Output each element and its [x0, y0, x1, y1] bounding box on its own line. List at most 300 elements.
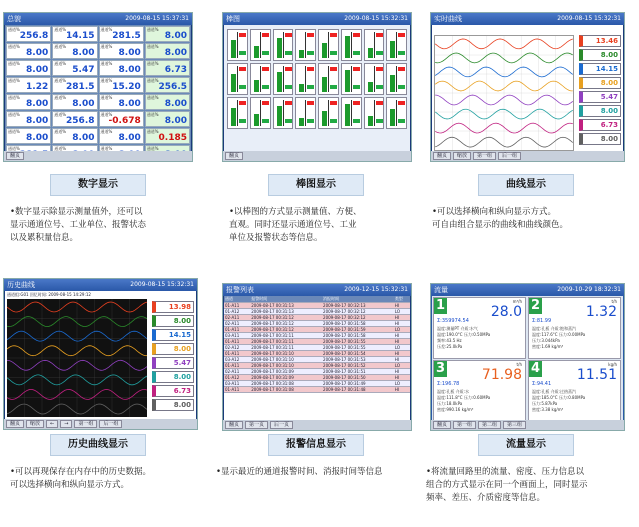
alarm-cell: 2009-08-17 00:31:48 [322, 387, 394, 393]
flow-info-line: 温度:孔板 介质:水 [437, 389, 469, 394]
curve-value: 8.00 [152, 371, 194, 383]
flow-quadrant [433, 360, 526, 422]
alarm-cell: 2009-08-17 00:31:53 [322, 357, 394, 363]
cell-value: 8.00 [72, 48, 95, 58]
alarm-low-tag [285, 51, 292, 55]
alarm-high-tag [330, 101, 337, 105]
curve-value: 8.00 [152, 399, 194, 411]
cell-value: 256.8 [66, 116, 95, 126]
history-curve-chart [7, 299, 147, 417]
bar-scale [260, 32, 261, 58]
alarm-cell: HI [394, 333, 410, 339]
cell-label: 通道% [8, 146, 20, 151]
caption-curve: 曲线显示 [478, 174, 574, 196]
caption-bar: 棒图显示 [268, 174, 364, 196]
bar-fill [231, 74, 236, 92]
cell-label: 通道% [100, 146, 113, 151]
desc-line: 频率、差压、介质密度等信息。 [426, 493, 546, 503]
bar-fill [345, 36, 350, 58]
bar-fill [345, 104, 350, 126]
alarm-cell: 2009-08-17 00:31:55 [322, 339, 394, 345]
bar-display-screen [222, 12, 412, 162]
bar-fill [390, 41, 395, 58]
alarm-low-tag [239, 51, 246, 55]
flow-info-line: 温度:190.0°C 压力:0.50MPa [437, 332, 491, 337]
flow-number: 2 [530, 298, 541, 313]
cell-label: 通道% [54, 27, 67, 32]
zoom-button[interactable]: 缩放 [26, 420, 44, 428]
cell-label: 通道% [100, 112, 113, 117]
curve-value: 5.47 [579, 91, 621, 103]
alarm-low-tag [376, 51, 383, 55]
cell-label: 通道% [54, 61, 67, 66]
curve-value: 14.15 [579, 63, 621, 75]
alarm-cell: HI [394, 339, 410, 345]
flow-info-line: 温度:测量PT 介质:水气 [437, 326, 478, 331]
bar-fill [254, 80, 259, 92]
desc-bar [229, 206, 362, 245]
alarm-cell: HI [394, 387, 410, 393]
cell-value: 1.22 [26, 82, 49, 92]
alarm-cell: 03-A11 [224, 333, 250, 339]
alarm-cell: 2009-08-17 00:31:12 [250, 315, 322, 321]
desc-line: 可以选择横向和纵向显示方式。 [10, 480, 130, 490]
alarm-low-tag [239, 85, 246, 89]
alarm-low-tag [262, 51, 269, 55]
cell-value: 8.00 [164, 31, 187, 41]
alarm-high-tag [285, 33, 292, 37]
numeric-cell [145, 128, 190, 144]
alarm-high-tag [262, 101, 269, 105]
bar-scale [351, 32, 352, 58]
curve-value: 8.00 [579, 133, 621, 145]
alarm-high-tag [307, 67, 314, 71]
bar-cell [295, 97, 316, 129]
cell-label: 通道% [146, 129, 159, 134]
page-button[interactable]: 翻页 [225, 152, 243, 160]
bar-scale [237, 66, 238, 92]
curve-value: 6.73 [152, 385, 194, 397]
caption-flow: 流量显示 [478, 434, 574, 456]
bar-cell [318, 97, 339, 129]
bar-cell [364, 97, 385, 129]
numeric-cell [145, 111, 190, 127]
alarm-cell: HI [394, 315, 410, 321]
alarm-cell: 2009-08-17 00:31:50 [322, 375, 394, 381]
alarm-cell: 01-A11 [224, 339, 250, 345]
flow-value: 11.51 [576, 367, 617, 383]
alarm-header-cell: 通道 [224, 296, 250, 303]
left-arrow-button[interactable]: ← [46, 420, 58, 428]
curve-value: 8.00 [579, 49, 621, 61]
numeric-cell [145, 26, 190, 42]
flow-value: 1.32 [585, 304, 617, 320]
alarm-cell: 03-A11 [224, 381, 250, 387]
screen-title: 棒图 [226, 15, 240, 23]
caption-alarm: 报警信息显示 [268, 434, 364, 456]
flow-info-line: 密度:990.16 kg/m³ [437, 407, 474, 412]
cell-label: 通道% [54, 95, 67, 100]
desc-numeric [10, 206, 146, 245]
alarm-cell: 01-A11 [224, 351, 250, 357]
flow-info-line: 频率:43.5 Hz [437, 338, 462, 343]
alarm-row[interactable] [224, 387, 410, 393]
bar-scale [237, 32, 238, 58]
alarm-high-tag [376, 67, 383, 71]
bar-fill [345, 70, 350, 92]
cell-label: 通道% [8, 27, 20, 32]
cell-value: 8.00 [118, 65, 141, 75]
bar-cell [364, 63, 385, 95]
numeric-cell [99, 77, 144, 93]
bar-fill [277, 38, 282, 58]
flow-info-line: 压力:18.0kPa [437, 401, 463, 406]
bar-fill [299, 84, 304, 92]
curve-value: 6.73 [579, 119, 621, 131]
flow-info [437, 389, 490, 413]
alarm-cell: 02-A11 [224, 315, 250, 321]
alarm-cell: 01-A11 [224, 327, 250, 333]
alarm-cell: 2009-08-17 00:31:10 [250, 351, 322, 357]
screen-title: 报警列表 [226, 286, 254, 294]
desc-alarm [216, 466, 383, 479]
flow-total: Σ:359974.54 [437, 318, 469, 324]
right-arrow-button[interactable]: → [60, 420, 72, 428]
bar-fill [231, 40, 236, 58]
first-page-button[interactable]: 第一页 [245, 421, 268, 429]
desc-line: 单位及报警状态等信息。 [229, 233, 323, 243]
alarm-cell: HI [394, 351, 410, 357]
bar-fill [322, 77, 327, 92]
alarm-high-tag [262, 33, 269, 37]
caption-history: 历史曲线显示 [50, 434, 146, 456]
alarm-high-tag [376, 33, 383, 37]
cell-value: 8.00 [72, 133, 95, 143]
alarm-cell: 2009-08-17 00:31:55 [322, 345, 394, 351]
cell-label: 通道% [100, 44, 113, 49]
desc-line: •可以选择横向和纵向显示方式。 [432, 207, 557, 217]
bar-scale [351, 66, 352, 92]
bar-fill [368, 48, 373, 58]
cell-value: 281.5 [112, 31, 141, 41]
flow-grid [432, 296, 623, 420]
desc-line: •数字显示除显示测量值外，还可以 [10, 207, 143, 217]
alarm-high-tag [353, 33, 360, 37]
cell-value: 8.00 [118, 48, 141, 58]
flow-info-line: 温度:185.0°C 压力:0.80MPa [532, 395, 586, 400]
alarm-cell: 2009-08-17 00:31:11 [250, 345, 322, 351]
alarm-cell: 2009-08-17 00:31:11 [250, 333, 322, 339]
history-curve-screen [3, 278, 198, 430]
bar-cell [227, 97, 248, 129]
curve-display-screen [430, 12, 625, 162]
numeric-cell [145, 77, 190, 93]
caption-numeric: 数字显示 [50, 174, 146, 196]
flow-unit: t/h [611, 299, 617, 304]
cell-label: 通道% [54, 44, 67, 49]
curve-value: 14.15 [152, 329, 194, 341]
screen-title: 历史曲线 [7, 281, 35, 289]
numeric-cell [6, 111, 51, 127]
alarm-cell: 2009-08-17 00:31:10 [250, 363, 322, 369]
bar-fill [368, 82, 373, 92]
alarm-low-tag [353, 85, 360, 89]
bar-scale [283, 100, 284, 126]
cell-value: 8.00 [164, 116, 187, 126]
numeric-cell [52, 111, 97, 127]
alarm-cell: LO [394, 381, 410, 387]
numeric-cell [6, 94, 51, 110]
alarm-low-tag [398, 119, 405, 123]
screen-time: 2009-08-15 15:32:31 [557, 15, 621, 22]
page-button[interactable]: 翻页 [6, 420, 24, 428]
alarm-low-tag [262, 85, 269, 89]
alarm-high-tag [262, 67, 269, 71]
bar-scale [374, 66, 375, 92]
bar-scale [283, 66, 284, 92]
flow-info-line: 压差:25.0kPa [437, 344, 463, 349]
bar-cell [364, 29, 385, 61]
alarm-low-tag [330, 119, 337, 123]
cell-label: 通道% [8, 44, 20, 49]
flow-unit: kg/h [608, 362, 617, 367]
flow-quadrant [528, 360, 621, 422]
alarm-low-tag [307, 51, 314, 55]
bar-cell [341, 29, 362, 61]
screen-title: 实时曲线 [434, 15, 462, 23]
first-group-button[interactable]: 第一组 [74, 420, 97, 428]
numeric-cell [99, 60, 144, 76]
bar-fill [277, 106, 282, 126]
flow-info [532, 326, 585, 350]
desc-line: 组合的方式显示在同一个画面上，同时显示 [426, 480, 588, 490]
alarm-low-tag [376, 119, 383, 123]
screen-time: 2009-12-15 15:32:31 [344, 286, 408, 293]
bar-fill [231, 108, 236, 126]
flow-number: 1 [435, 298, 446, 313]
numeric-cell [6, 26, 51, 42]
alarm-high-tag [398, 33, 405, 37]
bar-scale [396, 66, 397, 92]
numeric-cell [6, 128, 51, 144]
next-page-button[interactable]: 后一页 [270, 421, 293, 429]
alarm-cell: 2009-08-17 00:31:09 [250, 375, 322, 381]
alarm-cell: 03-A12 [224, 357, 250, 363]
group1-button[interactable]: 第一组 [453, 421, 476, 429]
alarm-cell: LO [394, 345, 410, 351]
zoom-button[interactable]: 缩放 [453, 152, 471, 160]
history-value-list [152, 301, 194, 417]
first-group-button[interactable]: 第一组 [473, 152, 496, 160]
cell-label: 通道% [100, 78, 113, 83]
cell-value: 8.00 [26, 48, 49, 58]
alarm-cell: 02-A11 [224, 321, 250, 327]
screen-time: 2009-10-29 18:32:31 [557, 286, 621, 293]
curve-value-list [579, 35, 621, 151]
bar-cell [273, 29, 294, 61]
bar-cell [250, 29, 271, 61]
flow-total: Σ:196.78 [437, 381, 460, 387]
screen-time: 2009-08-15 15:32:31 [130, 281, 194, 288]
alarm-high-tag [398, 101, 405, 105]
bar-fill [299, 50, 304, 58]
numeric-cell [99, 128, 144, 144]
numeric-grid [5, 25, 191, 162]
cell-label: 通道% [54, 78, 67, 83]
numeric-cell [52, 26, 97, 42]
desc-line: •以棒图的方式显示测量值、方便、 [229, 207, 362, 217]
alarm-high-tag [239, 33, 246, 37]
alarm-cell: 2009-08-17 00:31:49 [322, 381, 394, 387]
next-group-button[interactable]: 后一组 [99, 420, 122, 428]
numeric-cell [52, 128, 97, 144]
curve-value: 13.46 [579, 35, 621, 47]
alarm-cell: 2009-08-17 00:31:09 [250, 369, 322, 375]
desc-line: •显示最近的通道报警时间、消报时间等信息 [216, 467, 383, 477]
page-button[interactable]: 翻页 [433, 421, 451, 429]
bar-scale [305, 32, 306, 58]
alarm-cell: 01-A12 [224, 309, 250, 315]
next-group-button[interactable]: 后一组 [498, 152, 521, 160]
alarm-cell: LO [394, 327, 410, 333]
numeric-cell [99, 26, 144, 42]
page-button[interactable]: 翻页 [6, 152, 24, 160]
numeric-cell [6, 77, 51, 93]
bar-fill [299, 118, 304, 126]
flow-info-line: 密度:3.38 kg/m³ [532, 407, 564, 412]
alarm-high-tag [330, 33, 337, 37]
bar-cell [295, 29, 316, 61]
alarm-cell: 01-A11 [224, 387, 250, 393]
alarm-cell: HI [394, 357, 410, 363]
cell-value: 8.00 [164, 48, 187, 58]
alarm-cell: 2009-08-17 00:32:12 [322, 309, 394, 315]
bar-scale [305, 100, 306, 126]
bar-cell [341, 63, 362, 95]
bar-cell [295, 63, 316, 95]
cell-value: 8.00 [26, 99, 49, 109]
screen-title: 总貌 [7, 15, 21, 23]
alarm-cell: HI [394, 369, 410, 375]
alarm-cell: 2009-08-17 00:31:58 [322, 333, 394, 339]
alarm-high-tag [239, 101, 246, 105]
flow-info-line: 温度:111.8°C 压力:0.60MPa [437, 395, 491, 400]
flow-info-line: 温度:孔板 介质:饱和蒸汽 [532, 326, 576, 331]
numeric-cell [145, 94, 190, 110]
screen-time: 2009-08-15 15:37:31 [125, 15, 189, 22]
cell-value: 6.73 [164, 65, 187, 75]
alarm-high-tag [376, 101, 383, 105]
cell-value: 8.00 [26, 133, 49, 143]
alarm-cell: 2009-08-17 00:32:13 [322, 303, 394, 309]
alarm-high-tag [285, 67, 292, 71]
alarm-cell: HI [394, 375, 410, 381]
curve-value: 8.00 [152, 343, 194, 355]
cell-label: 通道% [54, 112, 67, 117]
alarm-low-tag [285, 119, 292, 123]
bar-scale [328, 100, 329, 126]
alarm-low-tag [262, 119, 269, 123]
alarm-table [224, 296, 410, 393]
cell-value: -0.678 [108, 116, 141, 126]
flow-total: Σ:81.99 [532, 318, 552, 324]
flow-info-line: 压力:3.044kPa [532, 338, 560, 343]
bar-fill [254, 114, 259, 126]
bar-scale [305, 66, 306, 92]
bar-cell [227, 63, 248, 95]
flow-unit: m³/h [512, 299, 522, 304]
cell-value: 5.47 [72, 65, 95, 75]
bar-cell [341, 97, 362, 129]
alarm-cell: 2009-08-17 00:31:13 [250, 309, 322, 315]
alarm-list-screen [222, 283, 412, 431]
alarm-cell: 2009-08-17 00:31:12 [250, 327, 322, 333]
desc-line: •将流量回路里的流量、密度、压力信息以 [426, 467, 585, 477]
cell-label: 通道% [146, 78, 159, 83]
alarm-cell: HI [394, 303, 410, 309]
alarm-cell: 2009-08-17 00:31:59 [322, 327, 394, 333]
cell-label: 通道% [8, 112, 20, 117]
bar-scale [396, 100, 397, 126]
flow-number: 4 [530, 361, 541, 376]
numeric-cell [52, 43, 97, 59]
page-button[interactable]: 翻页 [225, 421, 243, 429]
flow-info [532, 389, 585, 413]
bar-cell [386, 63, 407, 95]
cell-value: 0.185 [158, 133, 187, 143]
alarm-low-tag [307, 119, 314, 123]
cell-label: 通道% [100, 129, 113, 134]
bar-fill [322, 43, 327, 58]
cell-value: 8.00 [26, 65, 49, 75]
bar-fill [390, 75, 395, 92]
bar-scale [374, 32, 375, 58]
bar-scale [374, 100, 375, 126]
cell-value: 8.00 [72, 99, 95, 109]
bar-cell [386, 29, 407, 61]
bar-cell [273, 97, 294, 129]
alarm-low-tag [398, 51, 405, 55]
page-button[interactable]: 翻页 [433, 152, 451, 160]
cell-label: 通道% [54, 129, 67, 134]
cell-label: 通道% [146, 27, 159, 32]
desc-line: 显示通道位号、工业单位、报警状态 [10, 220, 147, 230]
cell-label: 通道% [146, 95, 159, 100]
bar-scale [237, 100, 238, 126]
flow-info-line: 密度:1.69 kg/m³ [532, 344, 564, 349]
numeric-cell [145, 60, 190, 76]
alarm-header-cell: 报警时间 [250, 296, 322, 303]
alarm-cell: 2009-08-17 00:31:52 [322, 363, 394, 369]
desc-line: •可以再现保存在内存中的历史数据。 [10, 467, 152, 477]
alarm-high-tag [307, 101, 314, 105]
realtime-curve-chart [434, 35, 574, 151]
curve-value: 13.98 [152, 301, 194, 313]
alarm-cell: 02-A11 [224, 369, 250, 375]
bar-fill [390, 109, 395, 126]
alarm-high-tag [285, 101, 292, 105]
alarm-high-tag [398, 67, 405, 71]
alarm-low-tag [330, 51, 337, 55]
alarm-cell: LO [394, 309, 410, 315]
bar-fill [322, 111, 327, 126]
group2-button[interactable]: 第二组 [478, 421, 501, 429]
numeric-cell [99, 111, 144, 127]
desc-curve [432, 206, 568, 232]
curve-value: 8.00 [579, 77, 621, 89]
group3-button[interactable]: 第三组 [503, 421, 526, 429]
alarm-cell: 2009-08-17 00:31:11 [250, 339, 322, 345]
